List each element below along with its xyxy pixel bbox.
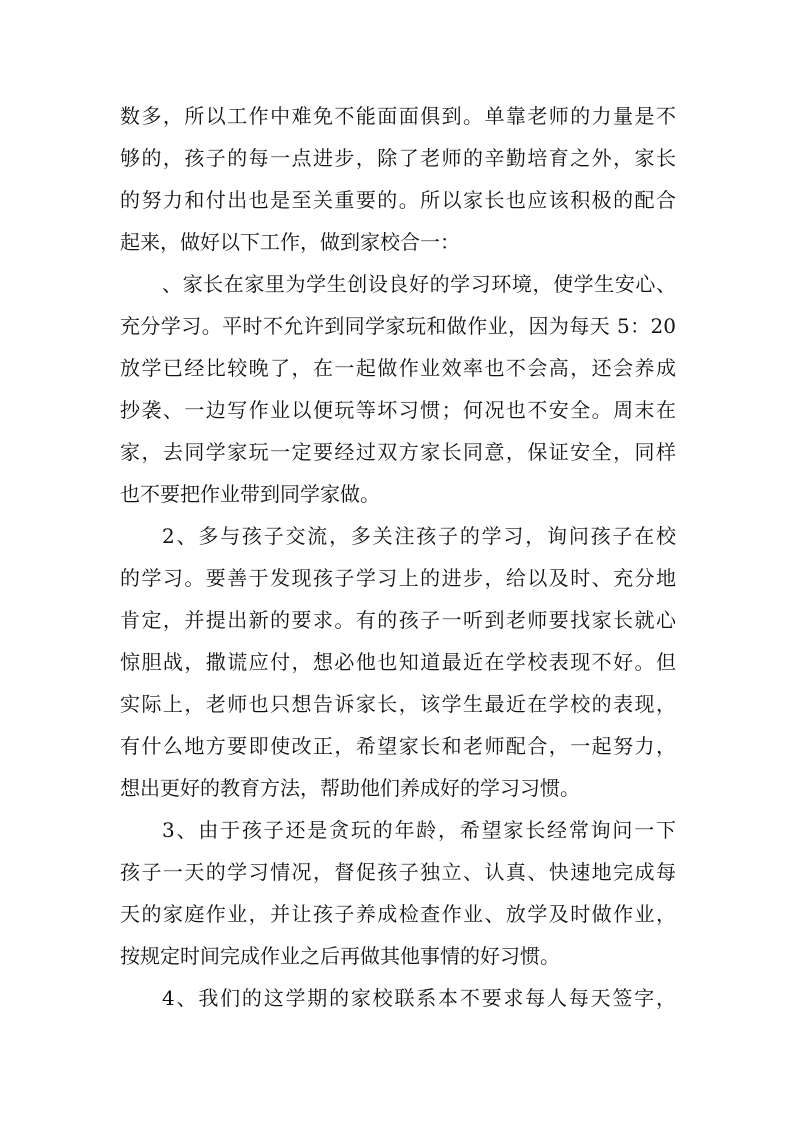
paragraph-3-line-4: 按规定时间完成作业之后再做其他事情的好习惯。 bbox=[120, 944, 560, 968]
paragraph-2-line-1: 2、多与孩子交流，多关注孩子的学习，询问孩子在校 bbox=[162, 524, 676, 548]
paragraph-3-line-1: 3、由于孩子还是贪玩的年龄，希望家长经常询问一下 bbox=[162, 818, 676, 842]
text-line-3: 的努力和付出也是至关重要的。所以家长也应该积极的配合 bbox=[120, 188, 676, 212]
paragraph-2-line-3: 肯定，并提出新的要求。有的孩子一听到老师要找家长就心 bbox=[120, 608, 676, 632]
paragraph-2-line-5: 实际上，老师也只想告诉家长，该学生最近在学校的表现， bbox=[120, 692, 676, 716]
paragraph-3-line-3: 天的家庭作业，并让孩子养成检查作业、放学及时做作业， bbox=[120, 902, 676, 926]
text-line-2: 够的，孩子的每一点进步，除了老师的辛勤培育之外，家长 bbox=[120, 146, 676, 170]
paragraph-1-line-4: 抄袭、一边写作业以便玩等坏习惯；何况也不安全。周末在 bbox=[120, 398, 676, 422]
paragraph-1-line-5: 家，去同学家玩一定要经过双方家长同意，保证安全，同样 bbox=[120, 440, 676, 464]
paragraph-1-line-2: 充分学习。平时不允许到同学家玩和做作业，因为每天 5：20 bbox=[120, 314, 676, 338]
paragraph-2-line-2: 的学习。要善于发现孩子学习上的进步，给以及时、充分地 bbox=[120, 566, 676, 590]
paragraph-1-line-3: 放学已经比较晚了，在一起做作业效率也不会高，还会养成 bbox=[120, 356, 676, 380]
paragraph-2-line-7: 想出更好的教育方法，帮助他们养成好的学习习惯。 bbox=[120, 776, 580, 800]
text-line-1: 数多，所以工作中难免不能面面俱到。单靠老师的力量是不 bbox=[120, 104, 676, 128]
paragraph-1-line-1: 、家长在家里为学生创设良好的学习环境，使学生安心、 bbox=[162, 272, 676, 296]
paragraph-2-line-4: 惊胆战，撒谎应付，想必他也知道最近在学校表现不好。但 bbox=[120, 650, 676, 674]
paragraph-1-line-6: 也不要把作业带到同学家做。 bbox=[120, 482, 380, 506]
paragraph-4-line-1: 4、我们的这学期的家校联系本不要求每人每天签字， bbox=[162, 986, 676, 1010]
paragraph-2-line-6: 有什么地方要即使改正，希望家长和老师配合，一起努力， bbox=[120, 734, 676, 758]
text-line-4: 起来，做好以下工作，做到家校合一： bbox=[120, 230, 460, 254]
paragraph-3-line-2: 孩子一天的学习情况，督促孩子独立、认真、快速地完成每 bbox=[120, 860, 676, 884]
